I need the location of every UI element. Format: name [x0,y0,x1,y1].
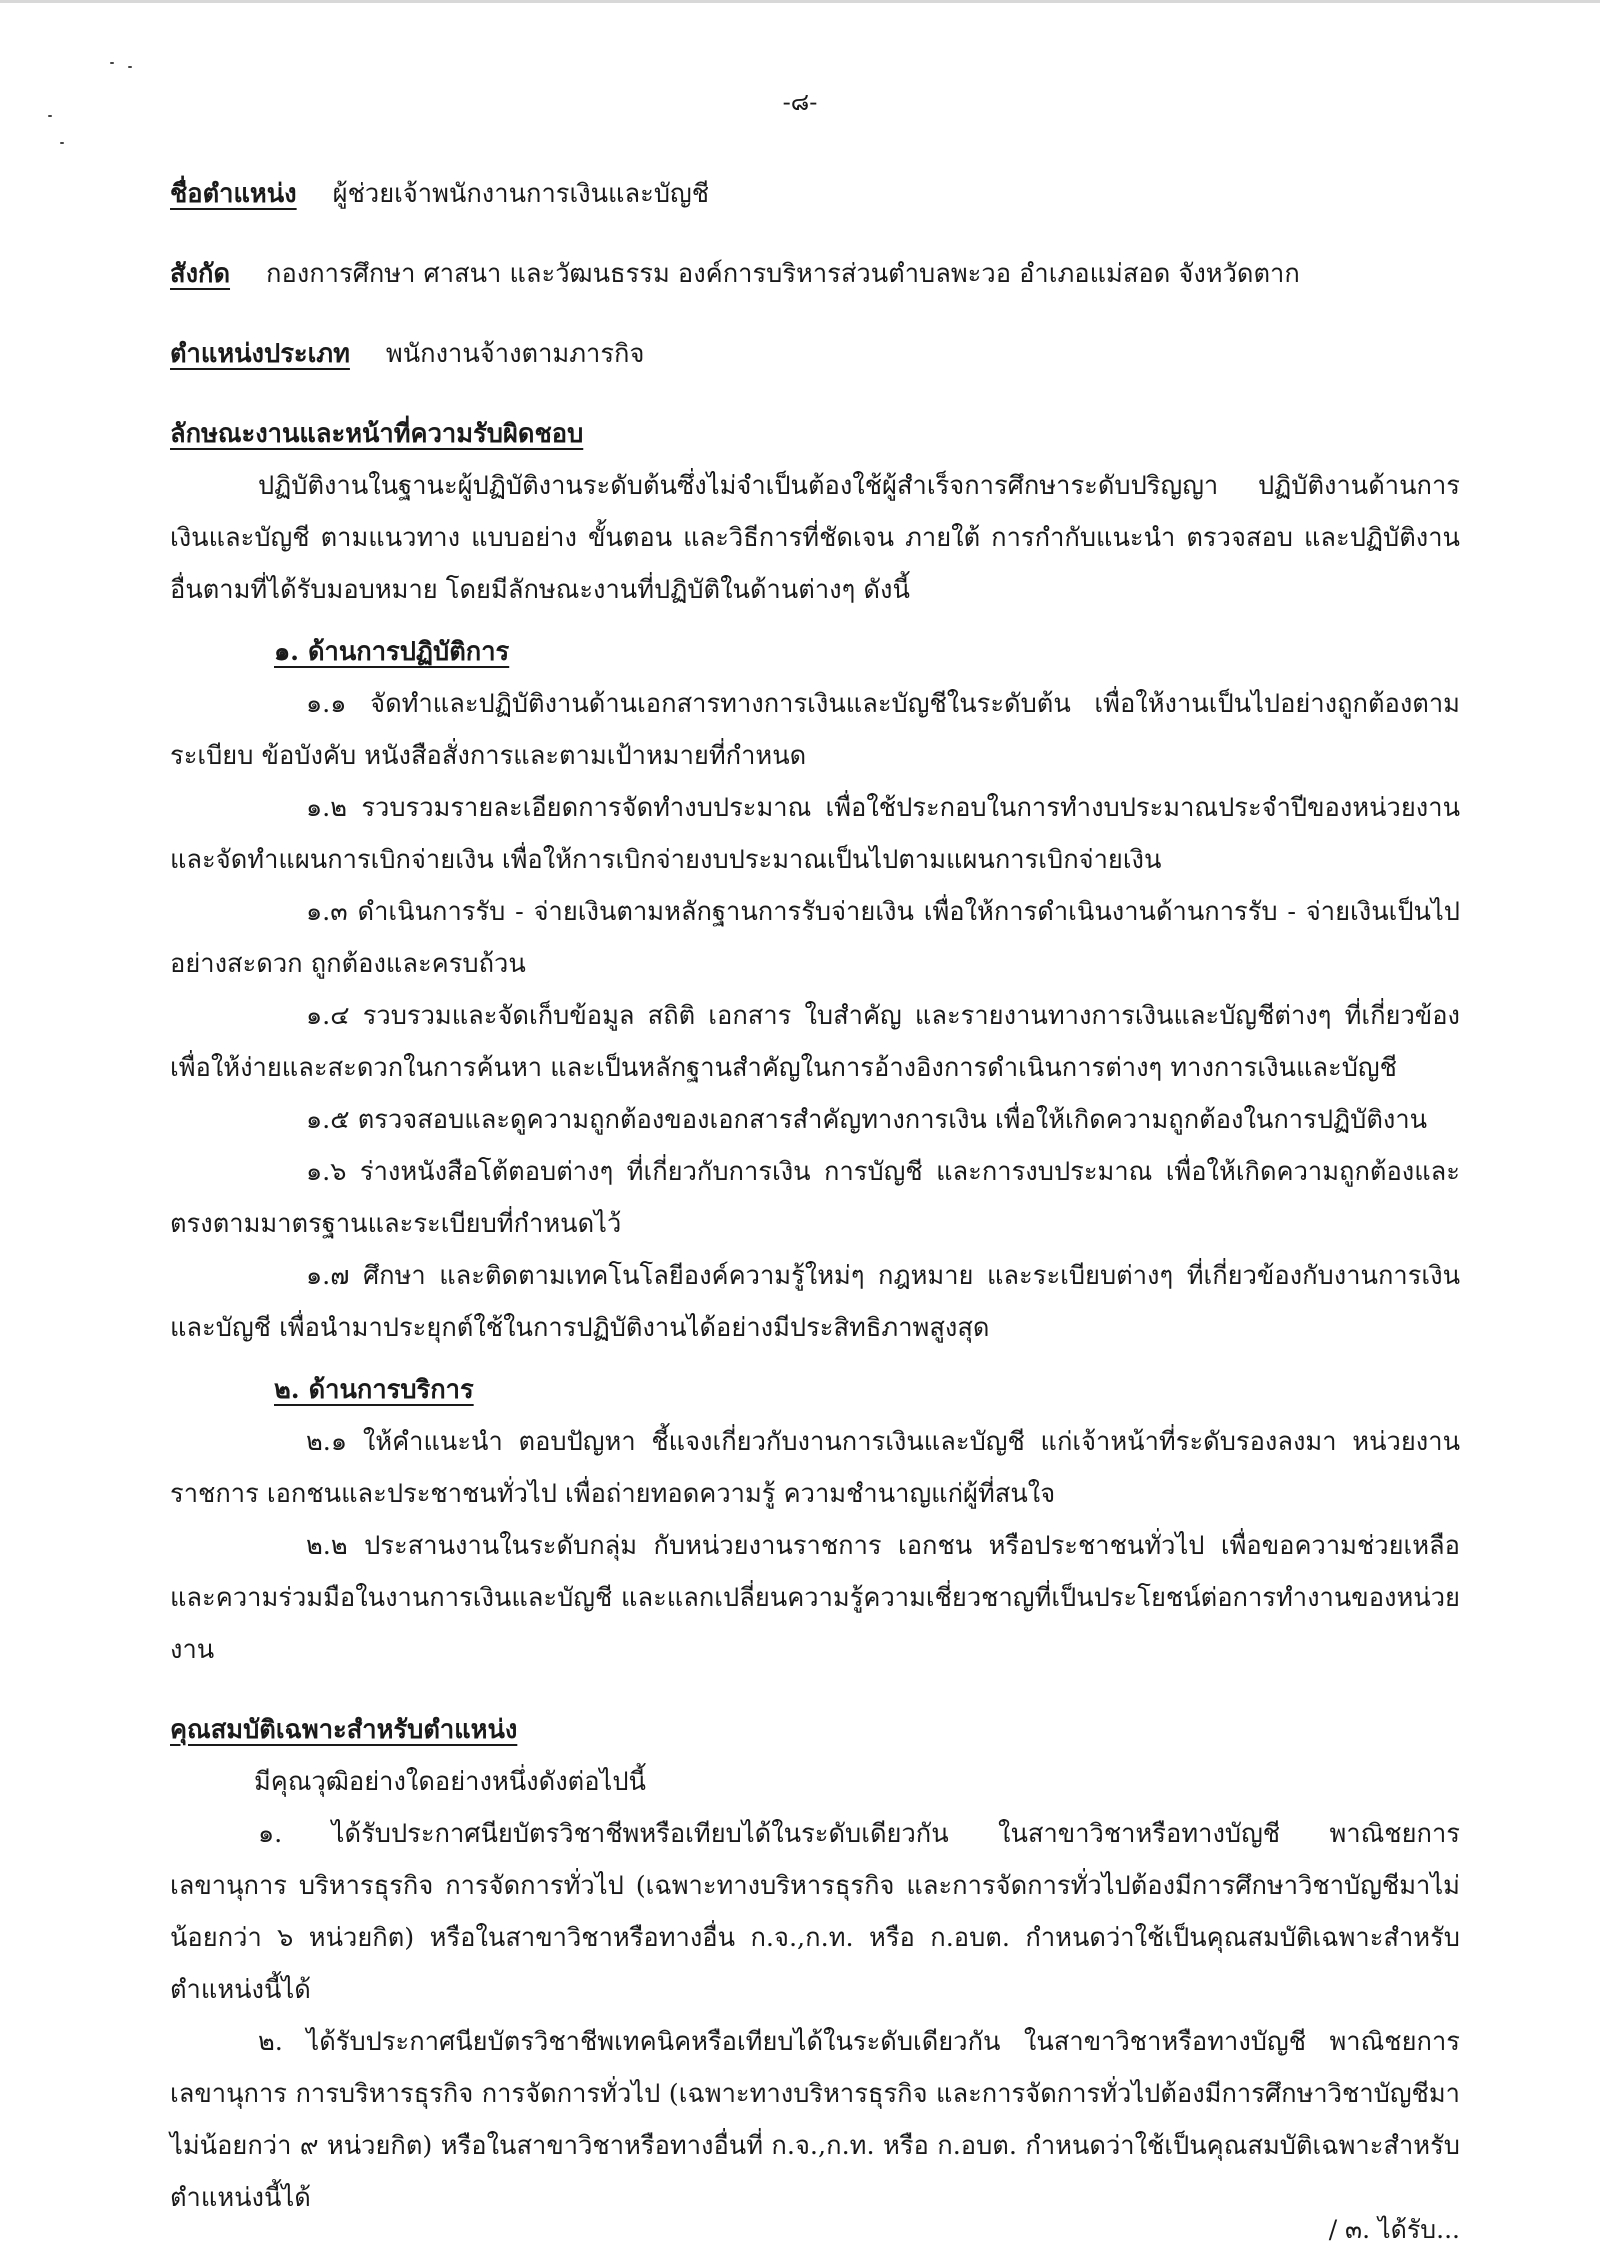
continuation-note: / ๓. ได้รับ... [1328,2215,1460,2244]
operations-item: ๑.๖ ร่างหนังสือโต้ตอบต่างๆ ที่เกี่ยวกับการเงิน การบัญชี และการงบประมาณ เพื่อให้เกิดความถูกต้องและตรงตามมาตรฐานและระเบียบที่กำหนดไว้ [170,1157,1460,1239]
operations-item: ๑.๕ ตรวจสอบและดูความถูกต้องของเอกสารสำคัญทางการเงิน เพื่อให้เกิดความถูกต้องในการปฏิบัติงาน [306,1105,1428,1135]
position-label: ชื่อตำแหน่ง [170,179,297,209]
section-operations-title: ๑. ด้านการปฏิบัติการ [274,637,510,667]
qualifications-heading: คุณสมบัติเฉพาะสำหรับตำแหน่ง [170,1715,518,1745]
scan-speck [110,62,114,64]
section-services-title: ๒. ด้านการบริการ [274,1375,474,1405]
scan-edge-line [0,0,1600,3]
duties-heading: ลักษณะงานและหน้าที่ความรับผิดชอบ [170,419,584,449]
position-type-field [170,328,1460,380]
position-type-label: ตำแหน่งประเภท [170,339,350,369]
services-item: ๒.๒ ประสานงานในระดับกลุ่ม กับหน่วยงานราชการ เอกชน หรือประชาชนทั่วไป เพื่อขอความช่วยเหลือและความร่วมมือในงานการเงินและบัญชี และแลกเปลี่ยนความรู้ความเชี่ยวชาญที่เป็นประโยชน์ต่อการทำงานของหน่วยงาน [170,1531,1460,1665]
department-value: กองการศึกษา ศาสนา และวัฒนธรรม องค์การบริหารส่วนตำบลพะวอ อำเภอแม่สอด จังหวัดตาก [266,259,1300,289]
operations-item: ๑.๒ รวบรวมรายละเอียดการจัดทำงบประมาณ เพื่อใช้ประกอบในการทำงบประมาณประจำปีของหน่วยงาน และจัดทำแผนการเบิกจ่ายเงิน เพื่อให้การเบิกจ่ายงบประมาณเป็นไปตามแผนการเบิกจ่ายเงิน [170,793,1460,875]
department-field [170,248,1460,300]
page-number: -๘- [782,88,818,116]
document-body [170,168,1460,2224]
qualification-item: ๒. ได้รับประกาศนียบัตรวิชาชีพเทคนิคหรือเทียบได้ในระดับเดียวกัน ในสาขาวิชาหรือทางบัญชี พาณิชยการ เลขานุการ การบริหารธุรกิจ การจัดการทั่วไป (เฉพาะทางบริหารธุรกิจ และการจัดการทั่วไปต้องมีการศึกษาวิชาบัญชีมาไม่น้อยกว่า ๙ หน่วยกิต) หรือในสาขาวิชาหรือทางอื่นที่ ก.จ.,ก.ท. หรือ ก.อบต. กำหนดว่าใช้เป็นคุณสมบัติเฉพาะสำหรับตำแหน่งนี้ได้ [170,2027,1460,2213]
scan-speck [128,66,132,68]
qualifications-intro: มีคุณวุฒิอย่างใดอย่างหนึ่งดังต่อไปนี้ [254,1767,646,1797]
services-item: ๒.๑ ให้คำแนะนำ ตอบปัญหา ชี้แจงเกี่ยวกับงานการเงินและบัญชี แก่เจ้าหน้าที่ระดับรองลงมา หน่วยงานราชการ เอกชนและประชาชนทั่วไป เพื่อถ่ายทอดความรู้ ความชำนาญแก่ผู้ที่สนใจ [170,1427,1460,1509]
operations-item: ๑.๔ รวบรวมและจัดเก็บข้อมูล สถิติ เอกสาร ใบสำคัญ และรายงานทางการเงินและบัญชีต่างๆ ที่เกี่ยวข้องเพื่อให้ง่ายและสะดวกในการค้นหา และเป็นหลักฐานสำคัญในการอ้างอิงการดำเนินการต่างๆ ทางการเงินและบัญชี [170,1001,1460,1083]
duties-intro: ปฏิบัติงานในฐานะผู้ปฏิบัติงานระดับต้นซึ่งไม่จำเป็นต้องใช้ผู้สำเร็จการศึกษาระดับปริญญา ปฏิบัติงานด้านการเงินและบัญชี ตามแนวทาง แบบอย่าง ขั้นตอน และวิธีการที่ชัดเจน ภายใต้ การกำกับแนะนำ ตรวจสอบ และปฏิบัติงานอื่นตามที่ได้รับมอบหมาย โดยมีลักษณะงานที่ปฏิบัติในด้านต่างๆ ดังนี้ [170,471,1460,605]
operations-item: ๑.๑ จัดทำและปฏิบัติงานด้านเอกสารทางการเงินและบัญชีในระดับต้น เพื่อให้งานเป็นไปอย่างถูกต้องตามระเบียบ ข้อบังคับ หนังสือสั่งการและตามเป้าหมายที่กำหนด [170,689,1460,771]
qualification-item: ๑. ได้รับประกาศนียบัตรวิชาชีพหรือเทียบได้ในระดับเดียวกัน ในสาขาวิชาหรือทางบัญชี พาณิชยการ เลขานุการ บริหารธุรกิจ การจัดการทั่วไป (เฉพาะทางบริหารธุรกิจ และการจัดการทั่วไปต้องมีการศึกษาวิชาบัญชีมาไม่น้อยกว่า ๖ หน่วยกิต) หรือในสาขาวิชาหรือทางอื่น ก.จ.,ก.ท. หรือ ก.อบต. กำหนดว่าใช้เป็นคุณสมบัติเฉพาะสำหรับตำแหน่งนี้ได้ [170,1819,1460,2005]
scan-speck [60,142,64,144]
position-field [170,168,1460,220]
operations-item: ๑.๗ ศึกษา และติดตามเทคโนโลยีองค์ความรู้ใหม่ๆ กฎหมาย และระเบียบต่างๆ ที่เกี่ยวข้องกับงานการเงินและบัญชี เพื่อนำมาประยุกต์ใช้ในการปฏิบัติงานได้อย่างมีประสิทธิภาพสูงสุด [170,1261,1460,1343]
operations-item: ๑.๓ ดำเนินการรับ - จ่ายเงินตามหลักฐานการรับจ่ายเงิน เพื่อให้การดำเนินงานด้านการรับ - จ่ายเงินเป็นไปอย่างสะดวก ถูกต้องและครบถ้วน [170,897,1460,979]
department-label: สังกัด [170,259,231,289]
position-type-value: พนักงานจ้างตามภารกิจ [385,339,645,369]
position-value: ผู้ช่วยเจ้าพนักงานการเงินและบัญชี [332,179,710,209]
